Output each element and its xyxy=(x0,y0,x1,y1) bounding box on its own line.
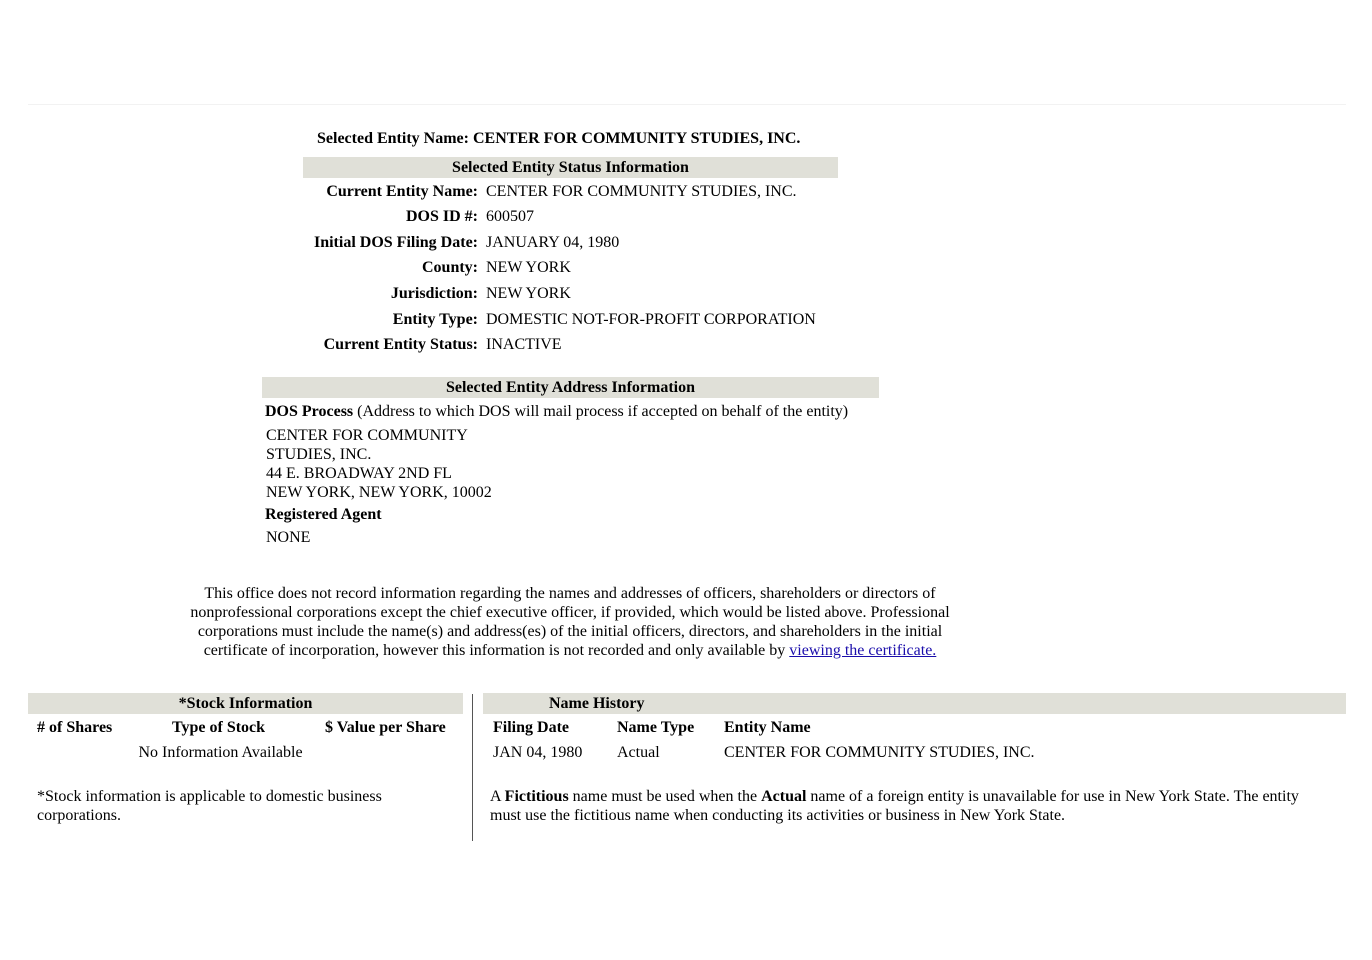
address-line: CENTER FOR COMMUNITY xyxy=(266,427,468,444)
selected-entity-label: Selected Entity Name: xyxy=(317,130,469,147)
note-text: A xyxy=(490,788,501,805)
county-label: County: xyxy=(421,259,478,276)
dos-id-value: 600507 xyxy=(486,208,534,225)
stock-col-shares: # of Shares xyxy=(37,719,113,736)
notice-line-prefix: certificate of incorporation, however this information is not recorded and only available by xyxy=(203,642,786,659)
current-entity-name-value: CENTER FOR COMMUNITY STUDIES, INC. xyxy=(486,183,797,200)
stock-empty-message: No Information Available xyxy=(138,744,303,761)
history-col-entity-name: Entity Name xyxy=(724,719,811,736)
fictitious-note-line-2: must use the fictitious name when conducting its activities or business in New York State. xyxy=(490,807,1066,824)
current-entity-name-label: Current Entity Name: xyxy=(326,183,478,200)
filing-date-label: Initial DOS Filing Date: xyxy=(313,234,478,251)
history-col-filing-date: Filing Date xyxy=(493,719,569,736)
dos-process-address xyxy=(266,426,492,502)
stock-section-heading xyxy=(28,693,463,714)
name-history-heading xyxy=(483,693,1346,714)
dos-process-note: (Address to which DOS will mail process if accepted on behalf of the entity) xyxy=(357,403,849,420)
officers-notice xyxy=(120,584,1020,660)
stock-heading-text: *Stock Information xyxy=(178,695,313,712)
notice-line: nonprofessional corporations except the chief executive officer, if provided, which would be listed above. Professional xyxy=(190,604,950,621)
column-divider xyxy=(472,694,473,841)
address-line: STUDIES, INC. xyxy=(266,446,372,463)
history-name-type: Actual xyxy=(617,744,660,761)
dos-process-label: DOS Process xyxy=(265,403,354,420)
stock-col-value: $ Value per Share xyxy=(325,719,446,736)
address-line: NEW YORK, NEW YORK, 10002 xyxy=(266,484,492,501)
registered-agent-label: Registered Agent xyxy=(265,506,382,523)
selected-entity-title xyxy=(317,130,800,148)
county-value: NEW YORK xyxy=(486,259,571,276)
stock-footnote-line: corporations. xyxy=(37,807,121,824)
address-line: 44 E. BROADWAY 2ND FL xyxy=(266,465,452,482)
view-certificate-link[interactable]: viewing the certificate. xyxy=(789,642,937,659)
address-section-heading xyxy=(262,377,879,398)
fictitious-name-note xyxy=(490,787,1346,825)
history-entity-name: CENTER FOR COMMUNITY STUDIES, INC. xyxy=(724,744,1035,761)
note-text: name of a foreign entity is unavailable for use in New York State. The entity xyxy=(810,788,1299,805)
top-divider xyxy=(28,104,1346,105)
address-heading-text: Selected Entity Address Information xyxy=(445,379,696,396)
dos-process-line xyxy=(265,403,848,421)
filing-date-value: JANUARY 04, 1980 xyxy=(486,234,620,251)
entity-type-label: Entity Type: xyxy=(392,311,478,328)
status-heading-text: Selected Entity Status Information xyxy=(452,159,689,176)
dos-id-label: DOS ID #: xyxy=(405,208,478,225)
history-filing-date: JAN 04, 1980 xyxy=(493,744,583,761)
jurisdiction-label: Jurisdiction: xyxy=(390,285,478,302)
jurisdiction-value: NEW YORK xyxy=(486,285,571,302)
note-text: name must be used when the xyxy=(572,788,758,805)
entity-status-label: Current Entity Status: xyxy=(323,336,478,353)
name-history-heading-text: Name History xyxy=(549,695,645,712)
notice-line: corporations must include the name(s) and address(es) of the initial officers, directors, and shareholders in the initial xyxy=(197,623,943,640)
note-fictitious: Fictitious xyxy=(504,788,569,805)
registered-agent-value: NONE xyxy=(266,529,311,546)
stock-footnote-line: *Stock information is applicable to domestic business xyxy=(37,788,382,805)
stock-col-type: Type of Stock xyxy=(172,719,266,736)
stock-footnote xyxy=(37,787,382,825)
history-col-name-type: Name Type xyxy=(617,719,695,736)
notice-line: This office does not record information regarding the names and addresses of officers, shareholders or directors of xyxy=(204,585,936,602)
entity-type-value: DOMESTIC NOT-FOR-PROFIT CORPORATION xyxy=(486,311,816,328)
status-section-heading xyxy=(303,157,838,178)
entity-status-value: INACTIVE xyxy=(486,336,562,353)
selected-entity-name: CENTER FOR COMMUNITY STUDIES, INC. xyxy=(472,130,801,147)
note-actual: Actual xyxy=(761,788,807,805)
fictitious-note-line-1 xyxy=(490,787,1346,806)
notice-line-4 xyxy=(120,641,1020,660)
